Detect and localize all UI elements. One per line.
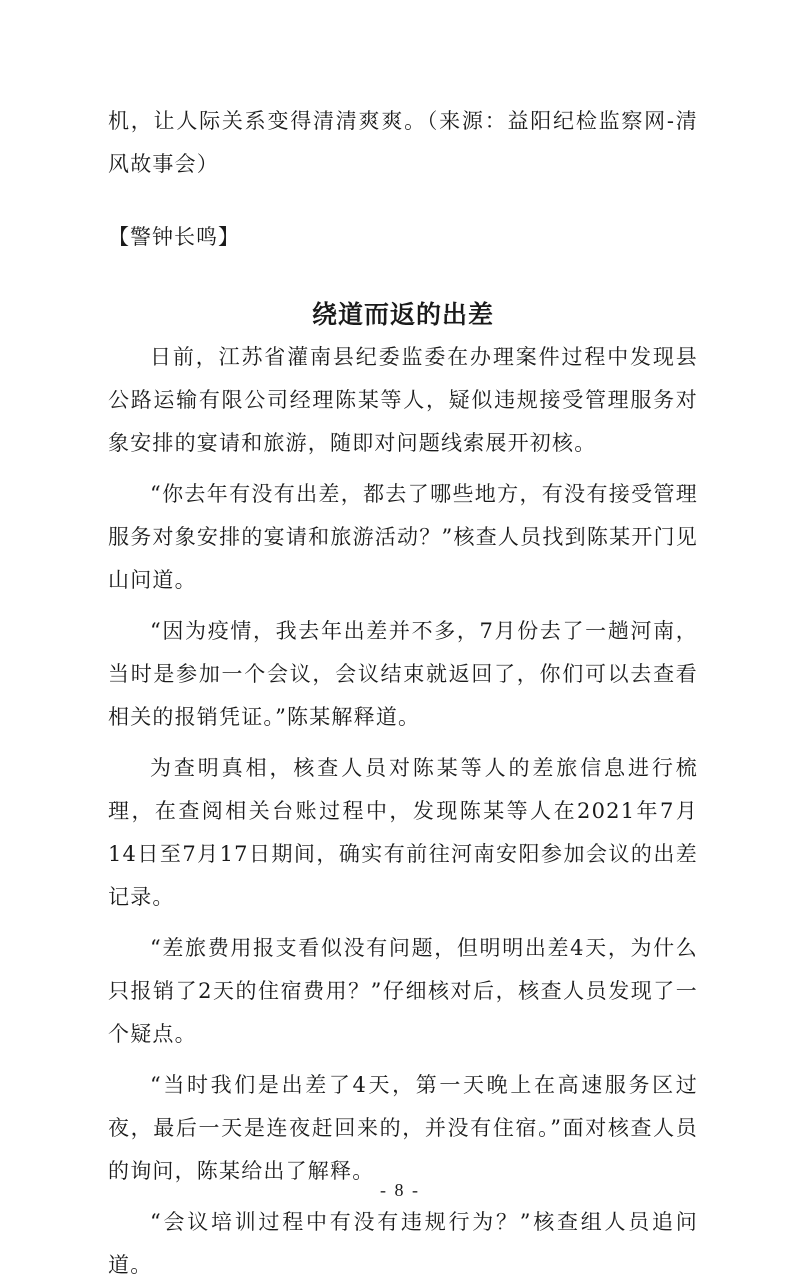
paragraph-4: 为查明真相，核查人员对陈某等人的差旅信息进行梳理，在查阅相关台账过程中，发现陈某等人在2021年7月14日至7月17日期间，确实有前往河南安阳参加会议的出差记录。 (108, 756, 698, 909)
paragraph-2: “你去年有没有出差，都去了哪些地方，有没有接受管理服务对象安排的宴请和旅游活动？”核查人员找到陈某开门见山问道。 (108, 482, 698, 592)
carryover-paragraph: 机，让人际关系变得清清爽爽。（来源：益阳纪检监察网-清风故事会） (108, 109, 698, 176)
paragraph-6: “当时我们是出差了4天，第一天晚上在高速服务区过夜，最后一天是连夜赶回来的，并没有住宿。”面对核查人员的询问，陈某给出了解释。 (108, 1073, 698, 1183)
paragraph-1: 日前，江苏省灌南县纪委监委在办理案件过程中发现县公路运输有限公司经理陈某等人，疑似违规接受管理服务对象安排的宴请和旅游，随即对问题线索展开初核。 (108, 345, 698, 455)
paragraph-3: “因为疫情，我去年出差并不多，7月份去了一趟河南，当时是参加一个会议，会议结束就返回了，你们可以去查看相关的报销凭证。”陈某解释道。 (108, 619, 698, 729)
page-number: - 8 - (380, 1180, 420, 1200)
paragraph-5: “差旅费用报支看似没有问题，但明明出差4天，为什么只报销了2天的住宿费用？”仔细核对后，核查人员发现了一个疑点。 (108, 936, 698, 1046)
document-body (108, 100, 698, 1287)
section-tag: 【警钟长鸣】 (108, 225, 240, 249)
article-title: 绕道而返的出差 (311, 300, 494, 329)
paragraph-7: “会议培训过程中有没有违规行为？”核查组人员追问道。 (108, 1210, 698, 1277)
